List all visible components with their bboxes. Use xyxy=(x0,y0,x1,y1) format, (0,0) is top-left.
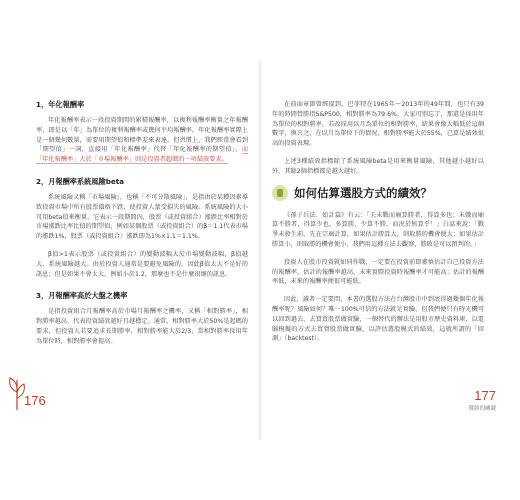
right-page-number: 177 xyxy=(474,388,496,403)
section-title: 如何估算選股方式的績效？ xyxy=(294,185,432,200)
section1-paragraph xyxy=(36,116,248,165)
left-page-number: 176 xyxy=(24,393,46,408)
right-text-column xyxy=(272,100,484,352)
intro-paragraph-1: 在前面章節曾經提到，巴菲特在1965年～2013年的49年間，也只有39年的時間營勝指S&P500，相對勝率為79.6%，大家可別忘了，那還是採用年為單位的相對勝率，若改採用以月為單位的相對勝率，結果會像大幅低於這個數字，換言之，在以月為單位下的情況，相對勝率能大於55%，已算是績效很高的投資表現。 xyxy=(272,101,484,148)
intro-paragraph-2: 上述3種績效指標除了系統風險beta是用來衡量風險，其他越小越好以外，其餘2個指標都是越大越好。 xyxy=(272,157,484,175)
left-text-column xyxy=(36,100,248,355)
section1-heading: 1，年化報酬率 xyxy=(36,100,85,109)
section3-heading: 3，月報酬率高於大盤之機率 xyxy=(36,291,128,301)
section2-paragraph-1: 系統風險又稱「市場風險」，也稱「不可分散風險」，是指由於某種因素導致投資市場中所有股票價格下跌，使投資人蒙受損失的風險。系統風險的大小可用beta值來衡量，它表示一段期間內，股票（或投資組合）漲跌比率相對於市場漲跌比率比值的期望值，例如某個股票（或投資組合）的β＝1.1代表市場的漲跌1%，股票（或投資組合）漲跌即為1%×1.1＝1.1%。 xyxy=(36,193,248,241)
closing-paragraph: 因此，讀者一定要問，本書的選股方法在台灣股市中到底得過幾個年化報酬率呢？風險如何？唯一100%可信的方法就是實驗，但我們便只有時光機可以回到過去，去買買股票做實驗，一個替代的辦法是用股市歷史資料庫，以電腦模擬的方式去買賣股票做實驗，以評估選股模式的績效，這就所謂的「回測」（backtest）。 xyxy=(272,296,484,343)
investor-paragraph: 投資人在股市投資就如同作戰，一定要在投資前即審慎估計自己投資方法的報酬率，估計的報酬率越高，未來實際投資時報酬率才可能高；估計的報酬率低，未來的報酬率便很可能低。 xyxy=(272,258,484,286)
quote-paragraph: 《孫子兵法．始計篇》有云：「夫未戰而廟算勝者，得算多也；未戰而廟算不勝者，得算少也，多算勝，少算不勝，而況於無算乎！」白話來說：「戰爭未發生前，先在宗廟計算，如果估計勝算大，則取勝的機會便大；如果估計勝算小，則取勝的機會便小，我們用這種方法去觀察，勝敗是可以預判的。」 xyxy=(272,211,484,248)
section2-paragraph-2: β值>1表示股票（或投資組合）的變動波幅大於市場變動波幅，β值越大，系統風險越大。由於投資人通常是要避免風險的，因此β值太大不是好的訊息；但是如果不會太大，例如小於1.2，那麼也不是什麼很壞的訊息。 xyxy=(36,250,248,278)
right-page-subtitle: 獲勝的關鍵 xyxy=(468,406,496,412)
section1-highlight: 而「年化報酬率」大於「市場報酬率」則是投資者超碼的一項績效要求。 xyxy=(36,146,248,164)
section1-text: 年化報酬率表示一段投資期間的累積報酬率，以複利報酬率衡量之年報酬率，即是以「年」為單位的複利報酬率或幾何平均報酬率。年化報酬率實際上是一個幾何數量，需要用期望值和標準差來表達。但習慣上，我們經常會看到「期望值」一詞，直接用「年化報酬率」代替「年化報酬率的期望值」。 xyxy=(36,117,248,154)
right-page xyxy=(260,0,520,500)
lightbulb-icon xyxy=(272,185,288,201)
section2-heading: 2，月報酬率系統風險beta xyxy=(36,176,124,186)
section-heading xyxy=(272,185,484,201)
section3-paragraph: 是指投資組合月報酬率高於市場月報酬率之機率，又稱「相對勝率」，相對勝率越高，代表投資績效越好且越穩定。通常，相對勝率大於50%是起碼的要求，但投資人若要追求長期勝率，相對勝率能大於2/3，當相對勝率採用年為單位時，相對勝率會提高。 xyxy=(36,308,248,345)
